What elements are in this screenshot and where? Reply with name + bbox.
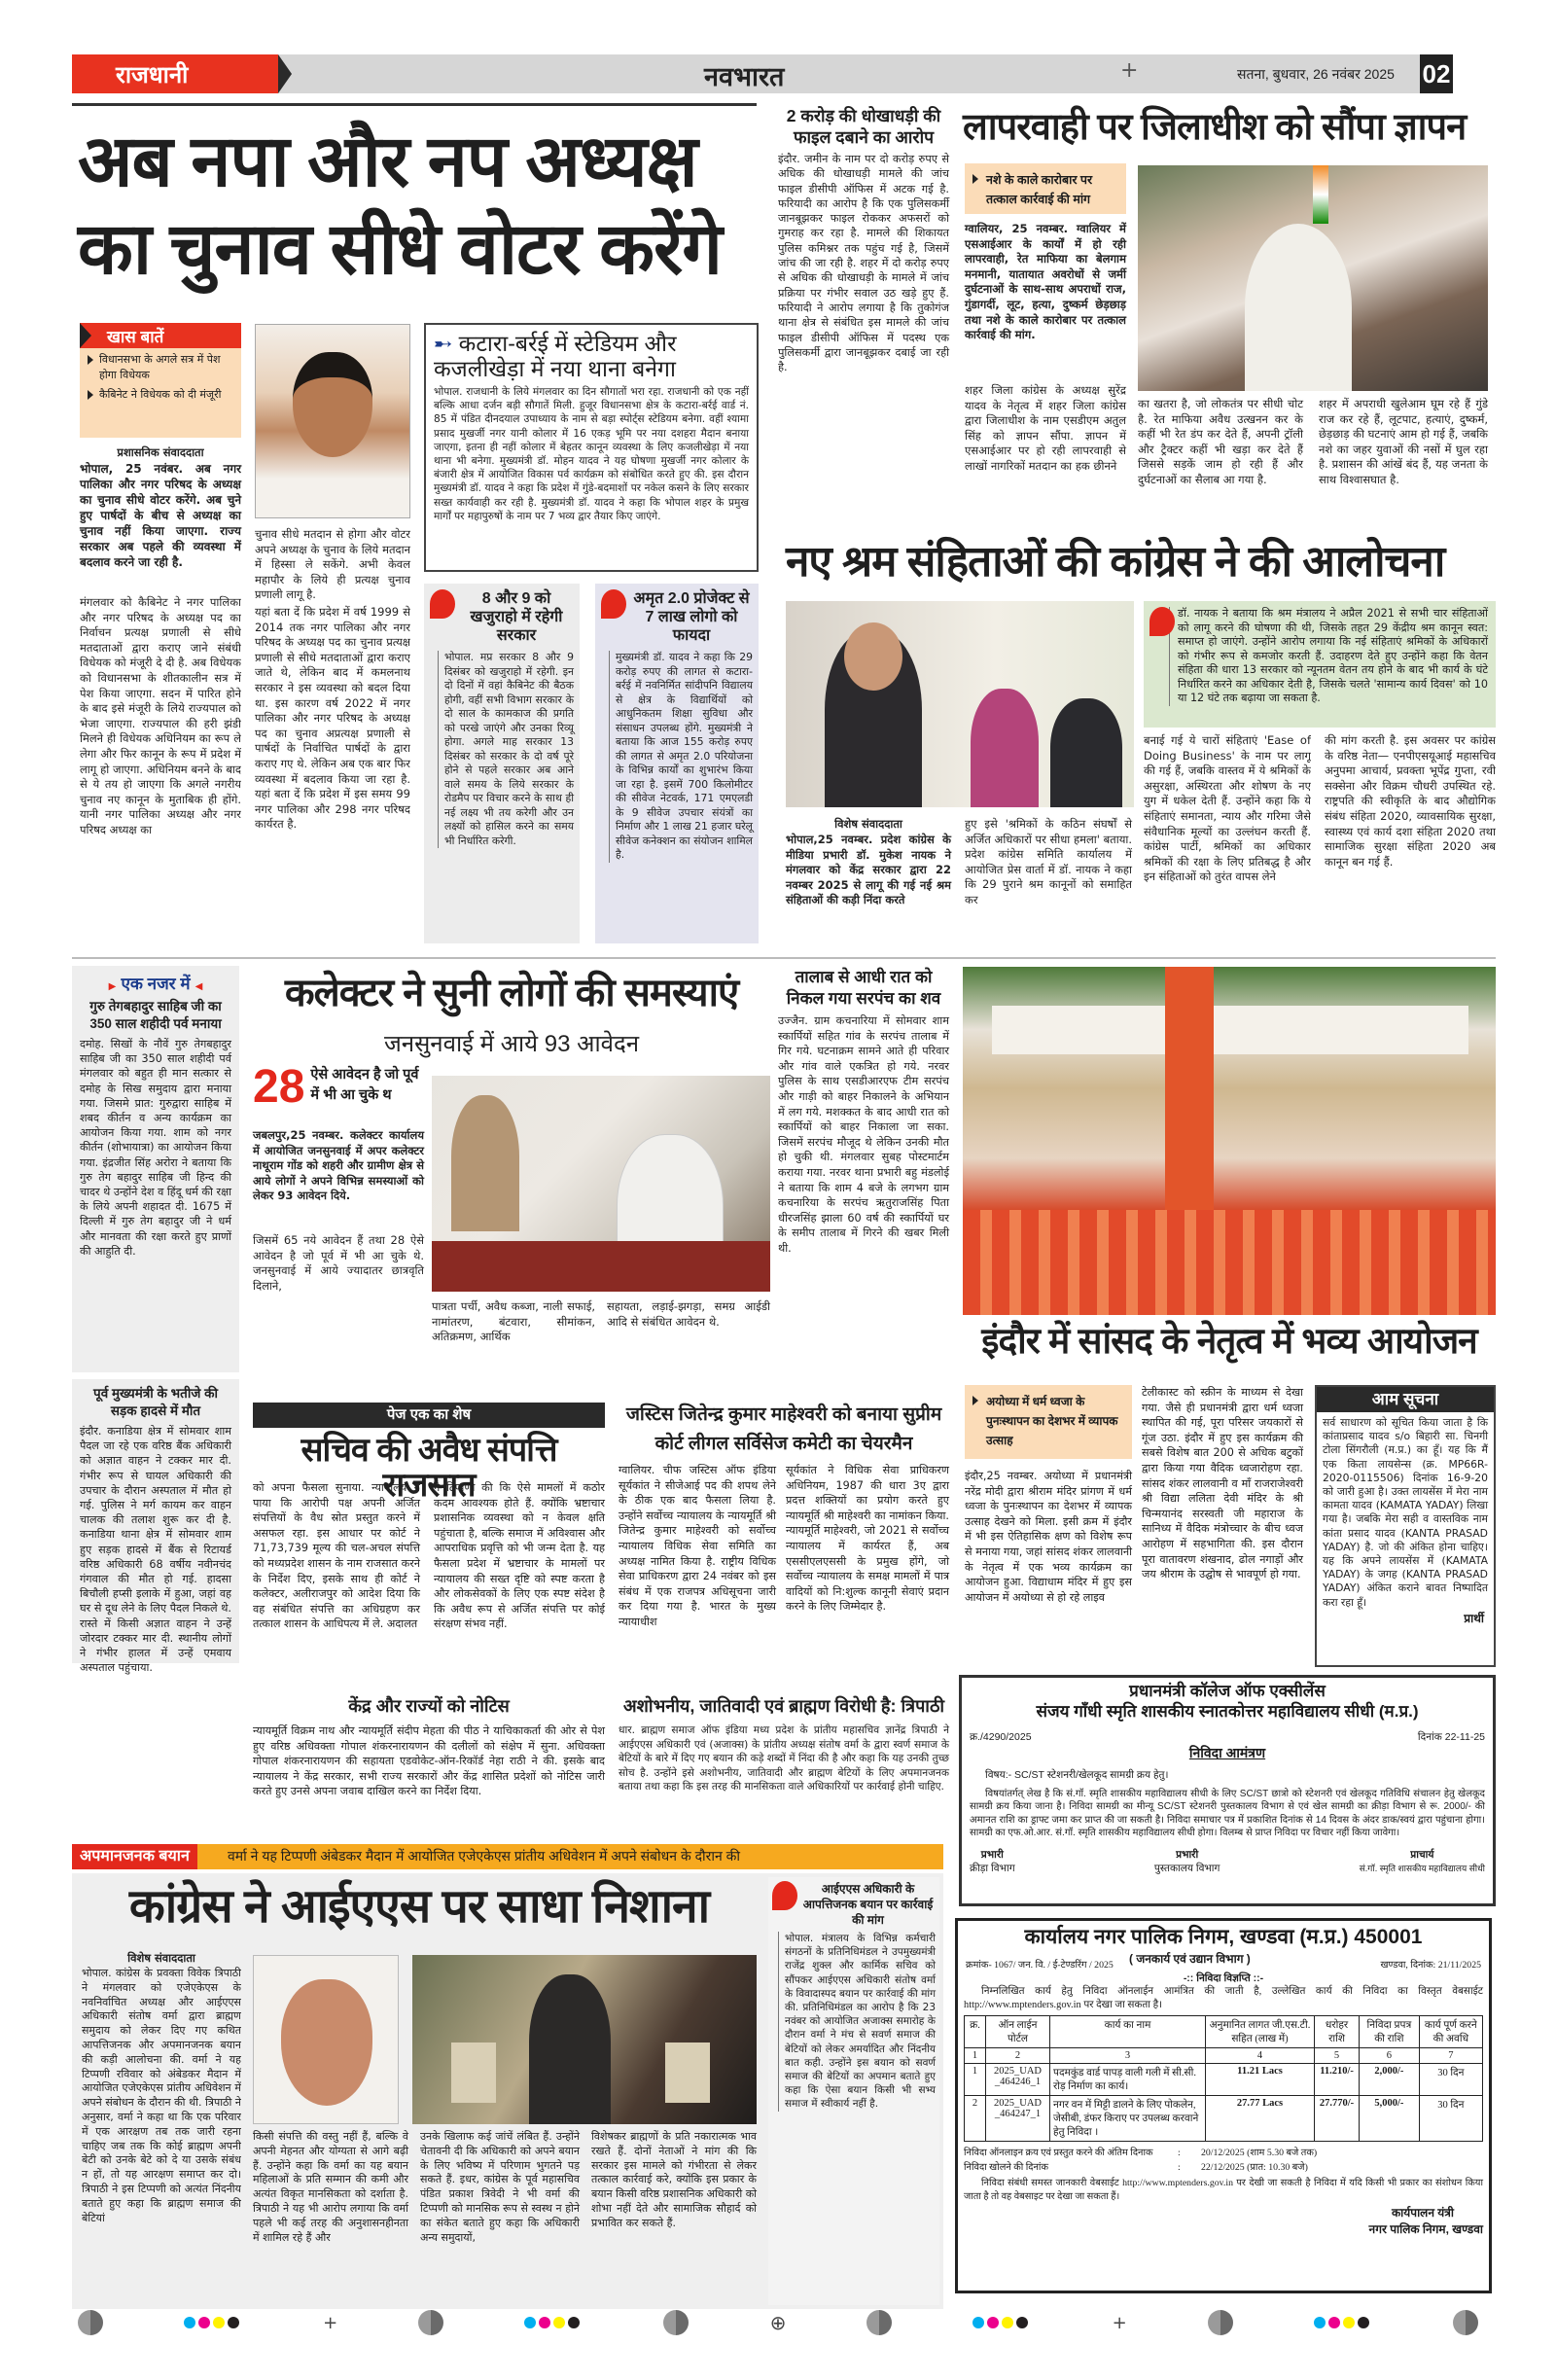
arrow-left-icon: ◀ [194,981,203,992]
key-points-box [80,323,241,438]
fraud-text: इंदौर. जमीन के नाम पर दो करोड़ रुपए से अधिक की धोखाधड़ी मामले की जांच फाइल डीसीपी ऑफिस में अटक गई है. फरियादी का आरोप है कि एक पुलिसकर्मी जानबूझकर फाइल रोककर अफसरों को गुमराह कर रहा है. मामले की शिकायत पुलिस कमिश्नर तक पहुंच गई है, जिसमें जांच की जा रही है. शहर में दो करोड़ रुपए से अधिक की धोखाधड़ी के मामले में जांच प्रक्रिया पर गंभीर सवाल उठ खड़े हुए हैं. फरियादी ने आरोप लगाया है कि तुकोगंज थाना क्षेत्र से संबंधित इस मामले की जांच फाइल डीसीपी ऑफिस में पदस्थ एक पुलिसकर्मी द्वारा जानबूझकर दबाई जा रही है. [778,153,949,374]
speaker-figure [529,1974,611,2124]
khandwa-meta [964,1950,1483,1970]
secretary-text-col2: ने टिप्पणी की कि ऐसे मामलों में कठोर कदम आवश्यक होते हैं. क्योंकि भ्रष्टाचार प्रशासनिक व्यवस्था को न केवल क्षति पहुंचाता है, बल्कि समाज में अविश्वास और आपराधिक प्रवृत्ति को भी जन्म देता है. यह फैसला प्रदेश में भ्रष्टाचार के मामलों पर न्यायालय की सख्त दृष्टि को स्पष्ट करता है और लोकसेवकों के लिए एक स्पष्ट संदेश है कि अवैध रूप से अर्जित संपत्ति पर कोई संरक्षण संभव नहीं. [434,1481,605,1631]
cmyk-color-bar [972,2314,1031,2332]
registration-mark-icon [78,2310,103,2335]
stadium-text: भोपाल. राजधानी के लिये मंगलवार का दिन सौगातों भरा रहा. राजधानी को एक नहीं बल्कि आधा दर्जन बड़ी सौगातें मिली. हुजूर विधानसभा क्षेत्र के कटारा-बर्रई वार्ड नं. 85 में पंडित दीनदयाल उपाध्याय के नाम से बड़ा स्पोर्ट्स स्टेडियम बनेगा. वहीं श्यामा प्रसाद मुखर्जी नगर यानी कोलार में 16 एकड़ भूमि पर नया दशहरा मैदान बनाया जाएगा, इतना ही नहीं कोलार में बेहतर कानून व्यवस्था के लिए कजलीखेड़ा में नया थाना भी बनेगा. मुख्यमंत्री डॉ. मोहन यादव ने यह घोषणा मुखर्जी नगर कोलार के बंजारी क्षेत्र में आयोजित विकास पर्व कार्यक्रम को संबोधित करते हुए की. इस दौरान मुख्यमंत्री डॉ. यादव ने कहा कि प्रदेश में गुंडे-बदमाशों पर नकेल कसने के लिए सरकार सख्त कार्यवाही कर रही है. मुख्यमंत्री डॉ. यादव ने कहा कि भोपाल शहर के प्रमुख मार्गों पर महापुरुषों के नाम पर 7 भव्य द्वार तैयार किए जाएंगे. [434,386,749,522]
khandwa-intro: निम्नलिखित कार्य हेतु निविदा ऑनलाईन आमंत्रित की जाती है, उल्लेखित कार्य की निविदा का विस्तृत वेबसाईट http://www.mptenders.gov.in पर देखा जा सकता है। [964,1986,1483,2010]
quote-icon [601,589,626,619]
secretary-kicker: पेज एक का शेष [253,1403,605,1428]
labour-quote-box [1144,601,1496,728]
indore-text-col1: इंदौर,25 नवम्बर. अयोध्या में प्रधानमंत्री नरेंद्र मोदी द्वारा श्रीराम मंदिर प्रांगण में धर्म ध्वजा के पुनःस्थापन का देशभर में व्यापक उत्साह देखने को मिला. इसी क्रम में इंदौर में भी इस ऐतिहासिक क्षण को विशेष रूप से मनाया गया, जहां सांसद शंकर लालवानी के नेतृत्व में एक भव्य कार्यक्रम का आयोजन हुआ. विद्याधाम मंदिर में हुए इस आयोजन में अयोध्या से हो रहे लाइव [965,1470,1132,1604]
signatory: प्रभारी पुस्तकालय विभाग [1153,1848,1220,1874]
key-points-title-bar [80,323,241,348]
tender-header: कार्य पूर्ण करने की अवधि [1419,2016,1482,2048]
open-date-row: निविदा खोलने की दिनांक : 22/12/2025 (प्रात: 10.30 बजे) [964,2162,1308,2173]
cyan-swatch [972,2317,984,2328]
portrait-face [293,352,372,457]
registration-mark-icon: + [1120,58,1139,83]
collector-stat [253,1061,428,1113]
yellow-swatch [553,2317,565,2328]
man-figure [1050,698,1122,807]
glance-box [72,966,239,1372]
khajuraho-text: भोपाल. मप्र सरकार 8 और 9 दिसंबर को खजुराहो में रहेगी. इन दो दिनों में वहां कैबिनेट की बैठक होगी, वहीं सभी विभाग सरकार के दो साल के कामकाज की प्रगति को परखे जाएंगे और उनका रिव्यू होगा. अगले माह सरकार 13 दिसंबर को सरकार के दो वर्ष पूरे होने से पहले सरकार अब आने वाले समय के लिये सरकार के रोडमैप पर विचार करने के साथ ही नई लक्ष्य भी तय करेगी और उन लक्ष्यों को हासिल करने का समय भी निर्धारित करेगी. [438,651,574,848]
bullet-icon [88,355,93,365]
collector-text-col2: पात्रता पर्ची, अवैध कब्जा, नाली सफाई, नामांतरण, बंटवारा, सीमांकन, अतिक्रमण, आर्थिक [432,1299,595,1344]
key-point: कैबिनेट ने विधेयक को दी मंजूरी [80,383,241,403]
stadium-box [424,323,759,572]
temple-roof [992,1006,1468,1054]
brahmin-headline: अशोभनीय, जातिवादी एवं ब्राह्मण विरोधी है: त्रिपाठी [622,1696,945,1716]
amrut-box [595,584,759,943]
accident-headline: पूर्व मुख्यमंत्री के भतीजे की सड़क हादसे में मौत [93,1386,218,1418]
amrut-text: मुख्यमंत्री डॉ. यादव ने कहा कि 29 करोड़ रुपए की लागत से कटारा-बर्रई में नवनिर्मित सांदीपनि विद्यालय से क्षेत्र के विद्यार्थियों को आधुनिकतम शिक्षा सुविधा और संसाधन उपलब्ध होंगे. मुख्यमंत्री ने बताया कि आज 155 करोड़ रुपए की लागत से अमृत 2.0 परियोजना के विभिन्न कार्यों का शुभारंभ किया जा रहा है. इसमें 700 किलोमीटर की सीवेज नेटवर्क, 171 एमएलडी के 9 सीवेज उपचार संयंत्रों का निर्माण और 1 लाख 21 हजार घरेलू सीवेज कनेक्शन का संयोजन शामिल है. [609,651,753,863]
section-tag [72,54,278,93]
college-ref-row [970,1730,1485,1744]
cmyk-color-bar [524,2314,583,2332]
black-swatch [1016,2317,1028,2328]
ias-tagline: वर्मा ने यह टिप्पणी अंबेडकर मैदान में आयोजित एजेएकेएस प्रांतीय अधिवेशन में अपने संबोधन के दौरान की [228,1848,741,1864]
lead-photo [255,324,410,518]
cyan-swatch [184,2317,195,2328]
khandwa-ad [955,1918,1492,2293]
notice-title: आम सूचना [1317,1387,1494,1412]
secretary-text-col1: को अपना फैसला सुनाया. न्यायालय ने पाया कि आरोपी पक्ष अपनी अर्जित संपत्तियों के वैध स्रोत प्रस्तुत करने में असफल रहा. इस आधार पर कोर्ट ने 71,73,739 मूल्य की चल-अचल संपत्ति को मध्यप्रदेश शासन के नाम राजसात करने के निर्देश दिए, इसके साथ ही कोर्ट ने कलेक्टर, अलीराजपुर को आदेश दिया कि वह संबंधित संपत्ति का अधिग्रहण कर तत्काल शासन के आधिपत्य में ले. अदालत [253,1481,420,1631]
arrow-right-icon: ▶ [108,981,117,992]
secretary-headline: सचिव की अवैध संपत्ति राजसात [301,1432,557,1504]
desk [432,1241,770,1292]
ias-side-headline: आईएएस अधिकारी के आपत्तिजनक बयान पर कार्रवाई की मांग [802,1882,934,1927]
key-points-title: खास बातें [107,328,164,346]
tender-header: क्र. [965,2016,986,2048]
portrait-face [281,1979,372,2106]
black-swatch [568,2317,580,2328]
khandwa-notice-title: -:: निविदा विज्ञप्ति ::- [1183,1972,1264,1984]
tender-header: ऑन लाईन पोर्टल [986,2016,1050,2048]
collector-text-col3: सहायता, लड़ाई-झगड़ा, समग्र आईडी आदि से संबंधित आवेदन थे. [607,1299,770,1329]
yellow-swatch [1343,2317,1355,2328]
notice-text: सर्व साधारण को सूचित किया जाता है कि कांताप्रसाद यादव s/o बिहारी सा. चिनगी टोला सिंगरौली (म.प्र.) का हूँ। यह कि मैं एक किता लायसेन्स (क्र. MP66R-2020-0115506) दिनांक 16-9-20 को जारी हुआ है। उक्त लायसेंस में मेरा नाम कामता यादव (KAMATA YADAY) लिखा गया है। जबकि मेरा सही व वास्तविक नाम कांता प्रसाद यादव (KANTA PRASAD YADAY) है. जो की अंकित होना चाहिए। यह कि अपने लायसेंस में (KAMATA YADAY) के जगह (KANTA PRASAD YADAY) अंकित कराने बावत निष्पादित करा रहा हूँ। [1323,1416,1488,1609]
college-ad [959,1675,1496,1906]
lead-intro: भोपाल, 25 नवंबर. अब नगर पालिका और नगर परिषद के अध्यक्ष का चुनाव सीधे वोटर करेंगे. अब चुने हुए पार्षदों के बीच से अध्यक्ष का चुनाव नहीं किया जाएगा. राज्य सरकार अब पहले की व्यवस्था में बदलाव करने जा रही है. [80,462,241,569]
paper-name: नवभारत [704,62,785,91]
magenta-swatch [987,2317,999,2328]
khajuraho-headline: 8 और 9 को खजुराहो में रहेगी सरकार [470,590,563,644]
college-title-1: प्रधानमंत्री कॉलेज ऑफ एक्सीलेंस [1129,1682,1326,1700]
woman-figure [971,689,1039,807]
speaker-face [844,622,902,691]
key-point: विधानसभा के अगले सत्र में पेश होगा विधेयक [80,348,241,383]
gwalior-text-col2: का खतरा है, जो लोकतंत्र पर सीधी चोट है. रेत माफिया अवैध उत्खनन कर के कहीं भी रेत डंप कर देते हैं, अपनी ट्रॉली और ट्रैक्टर कहीं भी खड़ा कर देते हैं जिससे सड़कें जाम हो रही हैं और दुर्घटनाओं का सैलाब आ गया है. [1138,397,1303,486]
black-swatch [228,2317,239,2328]
public-notice [1315,1385,1496,1667]
placard [451,2043,496,2103]
khandwa-title: कार्यालय नगर पालिक निगम, खण्डवा (म.प्र.) 450001 [1024,1926,1423,1948]
fraud-headline: 2 करोड़ की धोखाधड़ी की फाइल दबाने का आरोप [786,106,941,147]
ias-side-head [772,1881,936,1928]
labour-intro: भोपाल,25 नवम्बर. प्रदेश कांग्रेस के मीडिया प्रभारी डॉ. मुकेश नायक ने मंगलवार को केंद्र सरकार द्वारा 22 नवम्बर 2025 से लागू की गई नई श्रम संहिताओं की कड़ी निंदा करते [786,833,951,907]
last-date-row: निविदा ऑनलाइन क्रय एवं प्रस्तुत करने की अंतिम दिनाक : 20/12/2025 (शाम 5.30 बजे तक) [964,2148,1318,2158]
gwalior-sub-box [965,163,1126,214]
lead-headline-box [72,103,757,302]
ias-text-col4: विशेषकर ब्राह्मणों के प्रति नकारात्मक भाव रखते हैं. दोनों नेताओं ने मांग की कि सरकार इस मामले को गंभीरता से लेकर तत्काल कार्रवाई करे, क्योंकि इस प्रकार के बयान किसी वरिष्ठ प्रशासनिक अधिकारी को शोभा नहीं देते और सामाजिक सौहार्द को प्रभावित कर सकते हैं. [591,2130,758,2229]
collector-headline: कलेक्टर ने सुनी लोगों की समस्याएं [284,972,739,1014]
ias-side-text: भोपाल. मंत्रालय के विभिन्न कर्मचारी संगठनों के प्रतिनिधिमंडल ने उपमुख्यमंत्री राजेंद्र शुक्ल और कार्मिक सचिव को सौंपकर आईएएस अधिकारी संतोष वर्मा के विवादास्पद बयान पर कार्रवाई की मांग की. प्रतिनिधिमंडल का आरोप है कि 23 नवंबर को आयोजित अजाक्स समारोह के दौरान वर्मा ने मंच से सवर्ण समाज की बेटियों को लेकर अमर्यादित और निंदनीय बात कही. उन्होंने इस बयान को सवर्ण समाज की बेटियों का अपमान बताते हुए कहा कि ऐसा बयान किसी भी सभ्य समाज में स्वीकार्य नहीं है. [778,1932,936,2112]
accident-text: इंदौर. कनाडिया क्षेत्र में सोमवार शाम पैदल जा रहे एक वरिष्ठ बैंक अधिकारी को अज्ञात वाहन ने टक्कर मार दी. गंभीर रूप से घायल अधिकारी की उपचार के दौरान अस्पताल में मौत हो गई. पुलिस ने मर्ग कायम कर वाहन चालक की तलाश शुरू कर दी है. कनाडिया थाना क्षेत्र में सोमवार शाम हुए सड़क हादसे में बैंक से रिटायर्ड वरिष्ठ अधिकारी 68 वर्षीय नवीनचंद गंगवाल की मौत हो गई. हादसा बिचौली हप्सी इलाके में हुआ, जहां वह घर से दूध लेने के लिए पैदल निकले थे. रास्ते में किसी अज्ञात वाहन ने उन्हें जोरदार टक्कर मार दी. स्थानीय लोगों ने गंभीर हालत में उन्हें एमवाय अस्पताल पहुंचाया. [80,1425,231,1675]
justice-headline: जस्टिस जितेन्द्र कुमार माहेश्वरी को बनाया सुप्रीम कोर्ट लीगल सर्विसेज कमेटी का चेयरमैन [625,1404,942,1454]
print-marks-row [78,2313,1478,2332]
indore-headline: इंदौर में सांसद के नेतृत्व में भव्य आयोजन [981,1321,1477,1361]
labour-byline: विशेष संवाददाता [834,817,902,831]
khandwa-sign-1: कार्यपालन यंत्री [1391,2206,1454,2220]
registration-mark-icon [663,2310,689,2335]
sarpanch-story [778,967,949,1257]
cmyk-color-bar [184,2314,242,2332]
gwalior-sub: नशे के काले कारोबार पर तत्काल कार्रवाई की मांग [986,173,1093,206]
khandwa-dates [964,2146,1483,2175]
notice-sign: प्रार्थी [1464,1611,1484,1625]
college-signatories [970,1848,1485,1875]
tender-row: 1 2025_UAD _464246_1 पदमकुंड वार्ड पापड़ वाली गली में सी.सी. रोड़ निर्माण का कार्य। 11.21 Lacs 11.210/- 2,000/- 30 दिन [965,2064,1483,2096]
quote-icon [1149,607,1175,636]
indore-text-col2: टेलीकास्ट को स्क्रीन के माध्यम से देखा गया. जैसे ही प्रधानमंत्री द्वारा धर्म ध्वजा स्थापित की गई, पूरा परिसर जयकारों से गूंज उठा. इंदौर में हुए इस कार्यक्रम की सबसे विशेष बात 200 से अधिक बटुकों द्वारा किया गया वैदिक ध्वजारोहण रहा. सांसद शंकर लालवानी व माँ राजराजेश्वरी श्री विद्या ललिता देवी मंदिर के श्री चिन्मयानंद सरस्वती जी महाराज के सानिध्य में वैदिक मंत्रोच्चार के बीच ध्वज आरोहण में सहभागिता की. इस दौरान पूरा वातावरण शंखनाद, ढोल नगाड़ों और जय श्रीराम के उद्घोष से भावपूर्ण हो गया. [1142,1386,1303,1581]
tender-colnum-row: 1 2 3 4 5 6 7 [965,2048,1483,2064]
tender-header: निविदा प्रपत्र की राशि [1360,2016,1420,2048]
flag-decor [1313,165,1328,224]
glance-text: दमोह. सिखों के नौवें गुरु तेगबहादुर साहिब जी का 350 साल शहीदी पर्व मंगलवार को बहुत ही मान सत्कार से दमोह के सिख समुदाय द्वारा मनाया गया. जिसमे प्रात: गुरुद्वारा साहिब में शबद कीर्तन व अन्य कार्यक्रम का आयोजन किया गया. शाम को नगर कीर्तन (शोभायात्रा) का आयोजन किया गया. इंद्रजीत सिंह अरोरा ने बताया कि गुरु तेग बहादुर साहिब जी हिन्द की चादर थे उन्होंने देश व हिंदू धर्म की रक्षा के लिये अपनी शहादत दी. 1675 में दिल्ली में गुरु तेग बहादुर जी ने धर्म और मानवता की रक्षा करते हुए प्राणों की आहुति दी. [80,1038,231,1258]
collector-text-col1: जिसमें 65 नये आवेदन हैं तथा 28 ऐसे आवेदन है जो पूर्व में भी आ चुके थे. जनसुनवाई में आये ज्यादातर छात्रवृति दिलाने, [253,1233,424,1293]
cmyk-color-bar [1314,2314,1372,2332]
registration-mark-icon [418,2310,443,2335]
bullet-icon [88,390,93,400]
gwalior-text-col3: शहर में अपराधी खुलेआम घूम रहे हैं गुंडे राज कर रहे हैं, लूटपाट, हत्याएं, दुष्कर्म, छेड़छाड़ की घटनाएं आम हो गई हैं, जबकि नशे का जहर युवाओं की नसों में घुल रहा है. प्रशासन की आंखें बंद हैं, यह जनता के साथ विश्वासघात है. [1319,397,1488,486]
quote-icon [430,589,455,619]
glance-title-row [80,972,231,994]
gwalior-text-col1: शहर जिला कांग्रेस के अध्यक्ष सुरेंद्र यादव के नेतृत्व में शहर जिला कांग्रेस द्वारा जिलाधीश के नाम एसडीएम अतुल सिंह को ज्ञापन सौंपा. ज्ञापन में एसआईआर पर हो रही लापरवाही से लाखों नागरिकों मतदान का हक छीनने [965,383,1126,473]
khandwa-date: खण्डवा, दिनांक: 21/11/2025 [1380,1960,1481,1971]
glance-title: एक नजर में [121,975,191,993]
khajuraho-box [424,584,580,943]
khajuraho-head [430,589,574,645]
collector-big-caption: ऐसे आवेदन है जो पूर्व में भी आ चुके थ [310,1067,419,1103]
lead-body-col2a: चुनाव सीधे मतदान से होगा और वोटर अपने अध्यक्ष के चुनाव के लिये मतदान में हिस्सा ले सकेंगे. अभी केवल महापौर के लिये ही प्रत्यक्ष चुनाव प्रणाली लागू है. [255,527,410,602]
crop-mark-icon: + [323,2312,338,2333]
tender-header: धरोहर राशि [1315,2016,1360,2048]
stadium-headline: ➸ कटारा-बर्रई में स्टेडियम और कजलीखेड़ा में नया थाना बनेगा [434,331,677,381]
khandwa-footer: निविदा संबंधी समस्त जानकारी वेबसाईट http://www.mptenders.gov.in पर देखी जा सकती है निविदा में यदि किसी भी प्रकार का संशोधन किया जाता है तो वह वेबसाइट पर देखा जा सकता हैं। [964,2178,1483,2202]
ias-portrait [253,1955,399,2124]
page-number: 02 [1420,54,1453,93]
ias-tag: अपमानजनक बयान [72,1844,197,1869]
collector-intro: जबलपुर,25 नवम्बर. कलेक्टर कार्यालय में आयोजित जनसुनवाई में अपर कलेक्टर नाथूराम गोंड को शहरी और ग्रामीण क्षेत्र से आये लोगों ने अपने विभिन्न समस्याओं को लेकर 93 आवेदन दिये. [253,1128,424,1203]
collector-big-number: 28 [253,1061,305,1113]
accident-box [72,1379,239,1675]
temple-photo [963,967,1496,1315]
tender-row: 2 2025_UAD _464247_1 नगर वन में मिट्टी डालने के लिए पोकलेन, जेसीबी, डंफर किराए पर उपलब्ध करवाने हेतु निविदा । 27.77 Lacs 27.770/- 5,000/- 30 दिन [965,2096,1483,2142]
tender-header-row [965,2016,1483,2048]
yellow-swatch [213,2317,225,2328]
ias-text-col1: भोपाल. कांग्रेस के प्रवक्ता विवेक त्रिपाठी ने मंगलवार को एजेएकेएस के नवनिर्वाचित अध्यक्ष और आईएएस अधिकारी संतोष वर्मा द्वारा ब्राह्मण समुदाय को लेकर दिए गए कथित आपत्तिजनक और अपमानजनक बयान की कड़ी आलोचना की. वर्मा ने यह टिप्पणी रविवार को अंबेडकर मैदान में आयोजित एजेएकेएस प्रांतीय अधिवेशन में अपने संबोधन के दौरान की थी. त्रिपाठी ने अनुसार, वर्मा ने कहा था कि एक परिवार में एक आरक्षण तब तक जारी रहना चाहिए जब तक कि कोई ब्राह्मण अपनी बेटी को उनके बेटे को दे या उसके संबंध न हों, तो यह आरक्षण समाप्त कर दो। त्रिपाठी ने इस टिप्पणी को अत्यंत निंदनीय बताते हुए कहा कि ब्राह्मण समाज की बेटियां [82,1967,241,2224]
sarpanch-text: उज्जैन. ग्राम कचनारिया में सोमवार शाम स्कार्पियों सहित गांव के सरपंच तालाब में गिर गये. घटनाक्रम सामने आते ही परिवार और गांव वाले एकत्रित हो गये. नरवर पुलिस के साथ एसडीआरएफ टीम सरपंच और गाड़ी को बाहर निकालने के अभियान में लग गये. मशक्कत के बाद आधी रात को स्कार्पियों को बाहर निकाला जा सका. जिसमें सरपंच मौजूद थे लेकिन उनकी मौत हो चुकी थी. मंगलवार सुबह पोस्टमार्टम कराया गया. नरवर थाना प्रभारी बहु मंडलोई ने बताया कि शाम 4 बजे के लगभग ग्राम कचनारिया के सरपंच ऋतुराजसिंह पिता धीरजसिंह झाला 60 वर्ष की स्कार्पियों घर के समीप तालाब में गिरने की खबर मिली थी. [778,1014,949,1255]
sarpanch-headline: तालाब से आधी रात को निकल गया सरपंच का शव [786,968,941,1008]
collector-photo [432,1076,770,1292]
signatory: प्राचार्य सं.गॉ. स्मृति शासकीय महाविद्यालय सीधी [1359,1848,1485,1873]
gwalior-intro: ग्वालियर, 25 नवम्बर. ग्वालियर में एसआईआर के कार्यों में हो रही लापरवाही, रेत माफिया का बेलगाम मनमानी, यातायात अवरोधों से जर्मी दुर्घटनाओं के साथ-साथ अपराधों राज, गुंडागर्दी, लूट, हत्या, दुष्कर्म छेड़छाड़ तथा नशे के काले कारोबार पर तत्काल कार्रवाई की मांग. [965,222,1126,342]
crowd-figure [1245,224,1352,391]
masthead [72,54,1453,93]
section-arrow-icon [278,54,292,93]
amrut-headline: अमृत 2.0 प्रोजेक्ट से 7 लाख लोगो को फायदा [633,590,750,644]
registration-mark-icon [866,2310,892,2335]
justice-text-col2: सूर्यकांत ने विधिक सेवा प्राधिकरण अधिनियम, 1987 की धारा 3ए द्वारा प्रदत्त शक्तियों का प्रयोग करते हुए न्यायमूर्ति श्री माहेश्वरी का नामांकन किया. न्यायमूर्ति माहेश्वरी, जो 2021 से सर्वोच्च न्यायालय में कार्यरत हैं, अब एससीएलएससी के प्रमुख होंगे, जो सर्वोच्च न्यायालय के समक्ष मामलों में पात्र वादियों को नि:शुल्क कानूनी सेवाएं प्रदान करने के लिए जिम्मेदार है. [786,1464,949,1614]
college-subject: विषय:- SC/ST स्टेशनरी/खेलकूद सामग्री क्रय हेतु। [985,1769,1169,1781]
arrow-icon: ➸ [434,331,453,356]
quote-icon [772,1881,797,1910]
khandwa-sub: ( जनकार्य एवं उद्यान विभाग ) [1129,1952,1251,1966]
tender-table [964,2015,1483,2142]
labour-text-col3: बनाई गई ये चारों संहिताएं 'Ease of Doing Business' के नाम पर लागू की गई हैं, जबकि वास्तव में ये श्रमिकों के असुरक्षा, अस्थिरता और शोषण के नए युग में धकेल देती हैं. उन्होंने कहा कि ये संहिताएं समानता, न्याय और गरिमा जैसे संवैधानिक मूल्यों का उल्लंघन करती हैं. कांग्रेस पार्टी, श्रमिकों का अधिकार श्रमिकों की रक्षा के लिए प्रतिबद्ध है और इन संहिताओं को तुरंत वापस लेने [1144,733,1311,884]
magenta-swatch [1328,2317,1340,2328]
gwalior-photo [1138,165,1488,391]
cyan-swatch [1314,2317,1326,2328]
secretary-text-col3: न्यायमूर्ति विक्रम नाथ और न्यायमूर्ति संदीप मेहता की पीठ ने याचिकाकर्ता की ओर से पेश हुए वरिष्ठ अधिवक्ता गोपाल शंकरनारायणन की दलीलों को संक्षेप में सुना. अधिवक्ता गोपाल शंकरनारायणन की सहायता एडवोकेट-ऑन-रिकॉर्ड नेहा राठी ने की. इसके बाद न्यायालय ने केंद्र सरकार, सभी राज्य सरकारों और केंद्र शासित प्रदेशों को नोटिस जारी करते हुए उनसे अपना जवाब दाखिल करने का निर्देश दिया. [253,1724,605,1798]
ias-headline: कांग्रेस ने आईएएस पर साधा निशाना [128,1881,710,1933]
lead-body-col2b: यहां बता दें कि प्रदेश में वर्ष 1999 से 2014 तक नगर पालिका और नगर परिषद के अध्यक्ष पद का चुनाव प्रत्यक्ष प्रणाली से सीधे मतदाताओं द्वारा कराए जाते थे, लेकिन बाद में कमलनाथ सरकार ने इस व्यवस्था को बदल दिया था. इस कारण वर्ष 2022 में नगर पालिका और नगर परिषद के अध्यक्ष पद का चुनाव अप्रत्यक्ष प्रणाली से पार्षदों के निर्वाचित पार्षदों के द्वारा कराए गए थे. लेकिन अब एक बार फिर व्यवस्था में बदलाव किया जा रहा है. यहां बता दें कि प्रदेश में इस समय 99 नगर पालिका और 298 नगर परिषद कार्यरत है. [255,605,410,832]
college-heading: निविदा आमंत्रण [1188,1745,1266,1760]
labour-text-col2: हुए इसे 'श्रमिकों के कठिन संघर्षों से अर्जित अधिकारों पर सीधा हमला' बताया. प्रदेश कांग्रेस समिति कार्यालय में आयोजित प्रेस वार्ता में डॉ. नायक ने कहा कि 29 पुराने श्रम कानूनों को समाहित कर [965,817,1132,906]
gwalior-headline: लापरवाही पर जिलाधीश को सौंपा ज्ञापन [963,107,1467,148]
glance-headline: गुरु तेगबहादुर साहिब जी का 350 साल शहीदी पर्व मनाया [89,999,222,1031]
section-label: राजधानी [116,62,189,89]
indore-sub-box [965,1385,1132,1459]
college-body: विषयांतर्गत् लेख है कि सं.गॉ. स्मृति शासकीय महाविद्यालय सीधी के लिए SC/ST छात्रो को स्टेशनरी एवं खेलकूद गतिविधि संचालन हेतु खेलकूद सामग्री क्रय किया जाना है। निविदा सामग्री का मीन्यू SC/ST स्टेशनरी पुस्तकालय विभाग से एवं खेल सामग्री का क्रीड़ा विभाग से रू. 2000/- की अमानत राशि का ड्राफ्ट जमा कर प्राप्त की जा सकती है। निविदा समाचार पत्र में प्रकाशित दिनांक से 14 दिवस के अंदर डाक/स्वयं द्वारा पहुंचाना होगा। सामग्री का एफ.ओ.आर. सं.गॉ. स्मृति शासकीय महाविद्यालय सीधी होगा। विलम्ब से प्राप्त निविदा पर विचार नहीं किया जावेगा। [970,1789,1485,1839]
college-ref: क्र./4290/2025 [970,1731,1032,1743]
registration-mark-icon [1453,2310,1478,2335]
collector-sub: जनसुनवाई में आये 93 आवेदन [383,1031,640,1057]
ias-photo [412,1955,757,2124]
lead-headline: अब नपा और नप अध्यक्ष का चुनाव सीधे वोटर करेंगे [78,121,722,289]
cyan-swatch [524,2317,536,2328]
play-icon [80,323,91,348]
fraud-story [778,105,949,374]
placard [665,2043,710,2103]
labour-photo [786,601,1134,807]
secretary-subhead: केंद्र और राज्यों को नोटिस [348,1696,510,1716]
dateline: सतना, बुधवार, 26 नवंबर 2025 [1237,66,1395,82]
tender-header: कार्य का नाम [1050,2016,1206,2048]
bullet-icon [972,1396,978,1405]
magenta-swatch [198,2317,210,2328]
justice-text-col1: ग्वालियर. चीफ जस्टिस ऑफ इंडिया सूर्यकांत ने सीजेआई पद की शपथ लेने के ठीक एक बाद फैसला लिया है. उन्होंने सर्वोच्च न्यायालय के न्यायमूर्ति श्री जितेन्द्र कुमार माहेश्वरी को सर्वोच्च न्यायालय विधिक सेवा समिति का अध्यक्ष नामित किया है. राष्ट्रीय विधिक सेवा प्राधिकरण द्वारा 24 नवंबर को इस संबंध में एक राजपत्र अधिसूचना जारी कर दिया गया है. भारत के मुख्य न्यायाधीश [619,1464,776,1628]
college-title-2: संजय गाँधी स्मृति शासकीय स्नातकोत्तर महाविद्यालय सीधी (म.प्र.) [1036,1702,1419,1721]
indore-sub: अयोध्या में धर्म ध्वजा के पुनःस्थापन का देशभर में व्यापक उत्साह [986,1395,1118,1447]
lead-body-col1: मंगलवार को कैबिनेट ने नगर पालिका और नगर परिषद के अध्यक्ष पद का निर्वाचन प्रत्यक्ष प्रणाली से सीधे मतदाताओं द्वारा कराए जाने संबंधी विधेयक को मंजूरी दे दी है. अब विधेयक को विधानसभा के शीतकालीन सत्र में पेश किया जाएगा. सदन में पारित होने के बाद इसे मंजूरी के लिये राज्यपाल को भेजा जाएगा. राज्यपाल की हरी झंडी मिलने ही विधेयक अधिनियम का रूप ले लेगा और फिर कानून के रूप में प्रदेश में लागू हो जाएगा. अधिनियम बनने के बाद से ये तय हो जाएगा कि अगले नगरीय चुनाव नए कानून के मुताबिक ही होंगे. यानी नगर पालिका अध्यक्ष और नगर परिषद अध्यक्ष का [80,595,241,836]
crowd-saffron [963,1210,1496,1315]
signatory: प्रभारी क्रीड़ा विभाग [970,1848,1015,1874]
section-divider [72,957,1496,959]
crosshair-mark-icon: ⊕ [769,2311,787,2334]
ias-banner [72,1844,943,1869]
lead-byline: प्रशासनिक संवाददाता [117,445,204,459]
ias-text-col3: उनके खिलाफ कई जांचें लंबित हैं. उन्होंने चेतावनी दी कि अधिकारी को अपने बयान के लिए भविष्य में परिणाम भुगतने पड़ सकते हैं. इधर, कांग्रेस के पूर्व महासचिव पंडित प्रकाश त्रिवेदी ने भी वर्मा की टिप्पणी को मानसिक रूप से स्वस्थ न होने का संकेत बताते हुए कहा कि अधिकारी अन्य समुदायों, [420,2130,580,2244]
registration-mark-icon [1208,2310,1233,2335]
yellow-swatch [1002,2317,1013,2328]
ias-sidebar [768,1877,939,2305]
brahmin-text: धार. ब्राह्मण समाज ऑफ इंडिया मध्य प्रदेश के प्रांतीय महासचिव ज्ञानेंद्र त्रिपाठी ने आईएएस अधिकारी एवं (अजाक्स) के प्रांतीय अध्यक्ष संतोष वर्मा के द्वारा स्वर्ण समाज के बेटियों के बारे में दिए गए बयान की कड़े शब्दों में निंदा की है और कहा कि यह उनकी तुच्छ सोच है. उन्होंने इसे अशोभनीय, जातिवादी और ब्राह्मण बेटियों के लिए अपमानजनक बताया तथा कहा कि इस तरह की मानसिकता वाले अधिकारियों पर कार्रवाई होनी चाहिए. [619,1724,949,1794]
crop-mark-icon: + [1112,2312,1127,2333]
saffron-flag [1165,967,1214,1220]
college-date: दिनांक 22-11-25 [1417,1731,1485,1743]
official-figure [451,1095,519,1231]
ias-text-col2: किसी संपत्ति की वस्तु नहीं हैं, बल्कि वे अपनी मेहनत और योग्यता से आगे बढ़ी हैं. उन्होंने कहा कि वर्मा का यह बयान महिलाओं के प्रति सम्मान की कमी और अत्यंत विकृत मानसिकता को दर्शाता है. त्रिपाठी ने यह भी आरोप लगाया कि वर्मा पहले भी कई तरह की अनुशासनहीनता में शामिल रहे हैं और [253,2130,408,2244]
labour-headline: नए श्रम संहिताओं की कांग्रेस ने की आलोचना [786,538,1445,586]
magenta-swatch [539,2317,550,2328]
khandwa-sign-2: नगर पालिक निगम, खण्डवा [1368,2222,1483,2236]
labour-text-col4: की मांग करती है. इस अवसर पर कांग्रेस के वरिष्ठ नेता— एनपीएसयूआई महासचिव अनुपमा आचार्य, प्रवक्ता भूपेंद्र गुप्ता, रवी सक्सेना और विक्रम चौधरी उपस्थित रहे. राष्ट्रपति की स्वीकृति के बाद औद्योगिक संबंध संहिता 2020, व्यावसायिक सुरक्षा, स्वास्थ्य एवं कार्य दशा संहिता 2020 तथा सामाजिक सुरक्षा संहिता 2020 अब कानून बन गई हैं. [1325,733,1496,869]
amrut-head [601,589,753,645]
black-swatch [1358,2317,1369,2328]
bullet-icon [972,174,978,184]
khandwa-ref: क्रमांक- 1067/ जन. वि. / ई-टेण्डरिंग / 2025 [966,1960,1114,1971]
tender-header: अनुमानित लागत जी.एस.टी. सहित (लाख में) [1206,2016,1315,2048]
labour-quote: डॉ. नायक ने बताया कि श्रम मंत्रालय ने अप्रैल 2021 से सभी चार संहिताओं को लागू करने की घोषणा की थी, जिसके तहत 29 केंद्रीय श्रम कानून स्वत: समाप्त हो जाएंगे. उन्होंने आरोप लगाया कि नई संहिताएं श्रमिकों के अधिकारों को गंभीर रूप से कमजोर करती हैं. उदाहरण देते हुए उन्होंने कहा कि वेतन संहिता की धारा 13 सरकार को न्यूनतम वेतन तय होने के बाद भी कार्य के घंटे निर्धारित करने का अधिकार देती है, जिसके चलते 'सामान्य कार्य दिवस' को 10 या 12 घंटे तक बढ़ाया जा सकता है. [1169,607,1488,706]
ias-byline: विशेष संवाददाता [127,1951,195,1965]
